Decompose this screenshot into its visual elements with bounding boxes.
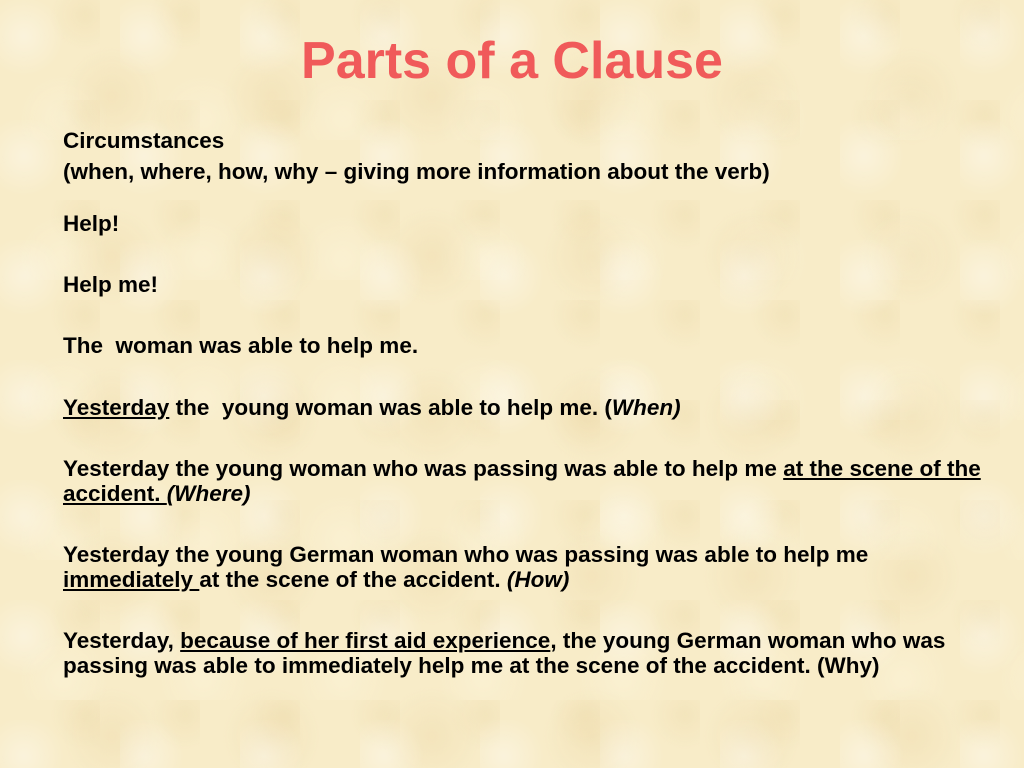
underlined-circumstance-why: because of her first aid experience <box>180 628 551 653</box>
paragraph-help <box>63 211 983 236</box>
slide-title: Parts of a Clause <box>301 32 723 90</box>
underlined-circumstance-where: at the scene of the accident. <box>63 456 981 506</box>
paragraph-how <box>63 542 983 592</box>
example-woman-helped: The woman was able to help me. <box>63 333 419 358</box>
circumstances-heading: Circumstances <box>63 128 225 153</box>
example-help: Help! <box>63 211 120 236</box>
underlined-circumstance-when: Yesterday <box>63 395 170 420</box>
example-why-text-after: , the young German woman who was passing was able to immediately help me at the scene of the accident. (Why) <box>63 628 946 678</box>
example-when-text: the young woman was able to help me. ( <box>169 395 612 420</box>
paragraph-when <box>63 395 983 420</box>
paragraph-circumstances <box>63 128 983 184</box>
example-why-text-before: Yesterday, <box>63 628 181 653</box>
example-how-text-after: at the scene of the accident. <box>199 567 507 592</box>
slide-body <box>63 128 983 678</box>
paragraph-why <box>63 628 983 678</box>
underlined-circumstance-how: immediately <box>63 567 200 592</box>
paragraph-help-me <box>63 272 983 297</box>
example-help-me: Help me! <box>63 272 159 297</box>
label-how: (How) <box>506 567 570 592</box>
example-how-text-before: Yesterday the young German woman who was passing was able to help me <box>63 542 869 567</box>
paragraph-where <box>63 456 983 506</box>
paragraph-woman-helped <box>63 333 983 358</box>
circumstances-description: (when, where, how, why – giving more information about the verb) <box>63 159 770 184</box>
example-where-text: Yesterday the young woman who was passing was able to help me <box>63 456 784 481</box>
label-when: When) <box>611 395 681 420</box>
label-where: (Where) <box>166 481 251 506</box>
